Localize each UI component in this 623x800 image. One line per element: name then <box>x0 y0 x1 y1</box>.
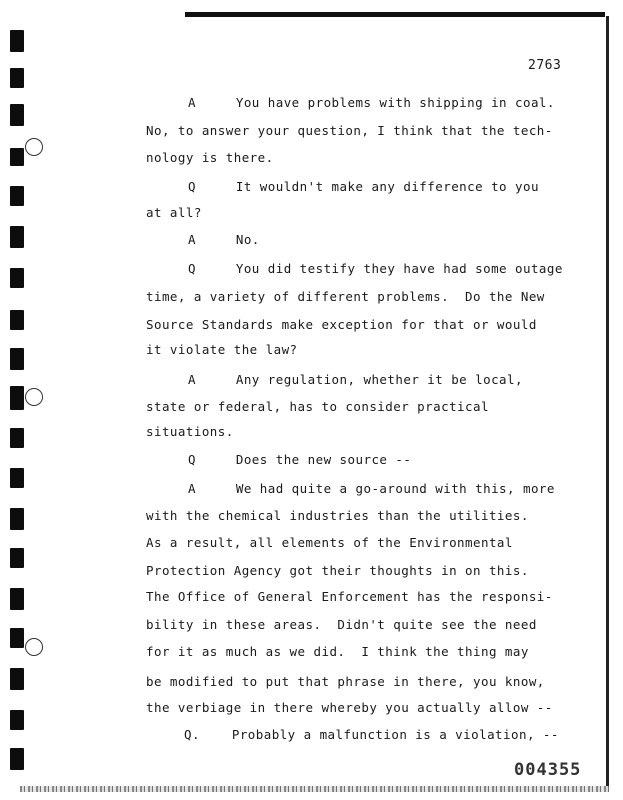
transcript-line: Q It wouldn't make any difference to you <box>188 179 539 194</box>
transcript-line: time, a variety of different problems. Do the New <box>146 289 545 304</box>
transcript-line: The Office of General Enforcement has the responsi- <box>146 589 553 604</box>
transcript-line: for it as much as we did. I think the thing may <box>146 644 529 659</box>
transcript-line: the verbiage in there whereby you actually allow -- <box>146 700 553 715</box>
page-number: 2763 <box>528 58 562 73</box>
transcript-line: it violate the law? <box>146 342 298 357</box>
transcript-line: Q You did testify they have had some outage <box>188 261 563 276</box>
transcript-line: No, to answer your question, I think that the tech- <box>146 123 553 138</box>
transcript-line: be modified to put that phrase in there, you know, <box>146 674 545 689</box>
bates-number: 004355 <box>514 760 582 780</box>
transcript-line: bility in these areas. Didn't quite see the need <box>146 617 537 632</box>
transcript-line: Q Does the new source -- <box>188 452 412 467</box>
transcript-line: A You have problems with shipping in coal. <box>188 95 555 110</box>
transcript-line: A No. <box>188 232 260 247</box>
transcript-line: at all? <box>146 205 202 220</box>
transcript-line: state or federal, has to consider practical <box>146 399 489 414</box>
transcript-line: As a result, all elements of the Environmental <box>146 535 513 550</box>
transcript-line: Protection Agency got their thoughts in on this. <box>146 563 529 578</box>
transcript-line: A Any regulation, whether it be local, <box>188 372 523 387</box>
transcript-line: Q. Probably a malfunction is a violation, -- <box>184 727 559 742</box>
transcript-line: A We had quite a go-around with this, more <box>188 481 555 496</box>
transcript-line: Source Standards make exception for that or would <box>146 317 537 332</box>
transcript-line: situations. <box>146 424 234 439</box>
transcript-line: nology is there. <box>146 150 274 165</box>
transcript-line: with the chemical industries than the utilities. <box>146 508 529 523</box>
